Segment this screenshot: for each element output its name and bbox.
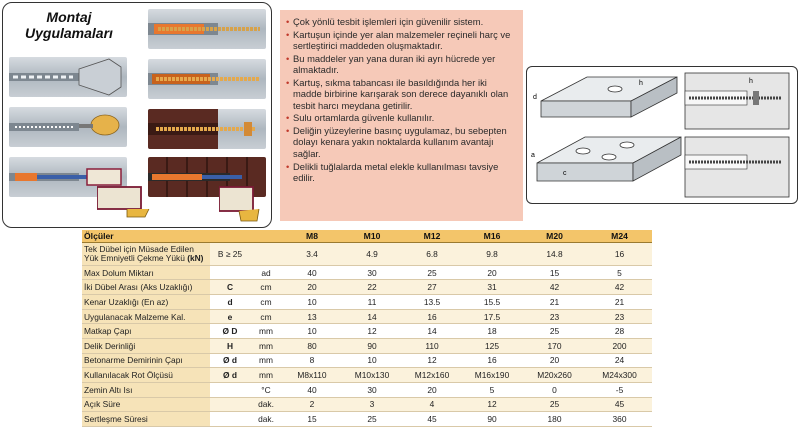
row-symbol [210, 412, 250, 427]
table-cell: 16 [587, 243, 652, 266]
row-symbol [210, 265, 250, 280]
table-cell: 24 [587, 353, 652, 368]
row-unit: °C [250, 382, 282, 397]
table-header-row [82, 230, 652, 243]
table-cell: 25 [522, 397, 587, 412]
table-cell: 21 [587, 295, 652, 310]
dimension-diagram [526, 66, 798, 204]
table-cell: M20x260 [522, 368, 587, 383]
table-cell: 27 [402, 280, 462, 295]
table-cell: 90 [342, 339, 402, 354]
table-cell: 23 [522, 309, 587, 324]
table-cell: 3 [342, 397, 402, 412]
row-symbol: H [210, 339, 250, 354]
table-cell: 16 [402, 309, 462, 324]
col-header: M10 [342, 230, 402, 243]
row-label-text: Sertleşme Süresi [84, 414, 148, 425]
label-a-text: a [531, 152, 535, 159]
row-unit: dak. [250, 397, 282, 412]
row-label-text: Matkap Çapı [84, 326, 132, 337]
table-cell: 90 [462, 412, 522, 427]
row-unit: mm [250, 368, 282, 383]
table-cell: 20 [462, 265, 522, 280]
table-cell: 4 [402, 397, 462, 412]
info-bullet: • Bu maddeler yan yana duran iki ayrı hücrede yer almaktadır. [286, 53, 517, 76]
blow-out-step [9, 107, 127, 147]
col-header: M16 [462, 230, 522, 243]
row-label-text: Betonarme Demirinin Çapı [84, 355, 183, 366]
row-label [82, 339, 210, 354]
table-cell: 25 [522, 324, 587, 339]
row-unit: ad [250, 265, 282, 280]
row-symbol: C [210, 280, 250, 295]
table-cell: M12x160 [402, 368, 462, 383]
table-cell: 42 [522, 280, 587, 295]
row-label-text: Delik Derinliği [84, 340, 136, 351]
label-h-text: h [639, 80, 643, 87]
table-cell: 15 [282, 412, 342, 427]
table-row [82, 324, 652, 339]
row-unit: mm [250, 324, 282, 339]
info-bullet: • Kartuş, sıkma tabancası ile basıldığında her iki madde birbirine karışarak son derece dayanıklı olan tesbit harcı meydana getirilir. [286, 77, 517, 111]
table-cell: 40 [282, 265, 342, 280]
table-cell: 21 [522, 295, 587, 310]
table-cell: 14 [402, 324, 462, 339]
table-cell: 4.9 [342, 243, 402, 266]
info-bullet: • Deliğin yüzeylerine basınç uygulamaz, bu sebepten dolayı kenara yakın noktalarda kullanım avantajı sağlar. [286, 125, 517, 159]
table-cell: 2 [282, 397, 342, 412]
table-cell: M16x190 [462, 368, 522, 383]
table-cell: 18 [462, 324, 522, 339]
table-cell: 11 [342, 295, 402, 310]
cured-rod-step [148, 109, 266, 149]
table-cell: M10x130 [342, 368, 402, 383]
info-bullet: • Çok yönlü tesbit işlemleri için güvenilir sistem. [286, 16, 517, 27]
table-cell: 28 [587, 324, 652, 339]
blow-pump-icon [9, 107, 127, 147]
label-d-text: d [533, 94, 537, 101]
table-cell: 13 [282, 309, 342, 324]
table-cell: 10 [282, 324, 342, 339]
table-cell: 42 [587, 280, 652, 295]
table-row [82, 309, 652, 324]
cured-anchor-step [148, 59, 266, 99]
row-label-text: Tek Dübel için Müsade Edilen Yük Emniyetli Çekme Yükü [84, 243, 194, 263]
table-cell: 10 [282, 295, 342, 310]
table-cell: 6.8 [402, 243, 462, 266]
row-unit: cm [250, 295, 282, 310]
table-cell: 16 [462, 353, 522, 368]
table-row [82, 339, 652, 354]
anchor-icon [148, 59, 266, 99]
table-row [82, 397, 652, 412]
table-cell: 15 [522, 265, 587, 280]
row-unit [250, 243, 282, 266]
info-bullet: • Sulu ortamlarda güvenle kullanılır. [286, 112, 517, 123]
row-symbol: Ø D [210, 324, 250, 339]
table-cell: 30 [342, 382, 402, 397]
row-label-text: Kullanılacak Rot Ölçüsü [84, 370, 173, 381]
col-header: M8 [282, 230, 342, 243]
table-cell: 20 [402, 382, 462, 397]
specs-table [82, 230, 652, 427]
table-cell: 14 [342, 309, 402, 324]
col-header: M12 [402, 230, 462, 243]
row-label-text: Kenar Uzaklığı (En az) [84, 296, 169, 307]
table-cell: 31 [462, 280, 522, 295]
row-label [82, 280, 210, 295]
table-row [82, 243, 652, 266]
row-unit: cm [250, 309, 282, 324]
row-unit: mm [250, 339, 282, 354]
label-c-text: c [563, 170, 567, 177]
table-cell: 80 [282, 339, 342, 354]
table-row [82, 368, 652, 383]
row-symbol: Ø d [210, 353, 250, 368]
row-label-text: İki Dübel Arası (Aks Uzaklığı) [84, 282, 193, 293]
table-cell: 13.5 [402, 295, 462, 310]
row-symbol: Ø d [210, 368, 250, 383]
table-cell: 40 [282, 382, 342, 397]
table-row [82, 382, 652, 397]
info-bullet: • Kartuşun içinde yer alan malzemeler reçineli harç ve sertleştirici maddeden oluşmaktadır. [286, 29, 517, 52]
row-label [82, 353, 210, 368]
row-unit: mm [250, 353, 282, 368]
row-label [82, 397, 210, 412]
row-unit: dak. [250, 412, 282, 427]
table-cell: 45 [402, 412, 462, 427]
table-cell: 15.5 [462, 295, 522, 310]
row-label-text: Max Dolum Miktarı [84, 267, 154, 278]
table-cell: 25 [402, 265, 462, 280]
row-label [82, 368, 210, 383]
table-cell: 10 [342, 353, 402, 368]
table-cell: 25 [342, 412, 402, 427]
nut-icon [148, 109, 266, 149]
table-cell: 22 [342, 280, 402, 295]
table-cell: 23 [587, 309, 652, 324]
table-cell: 9.8 [462, 243, 522, 266]
row-symbol: B ≥ 25 [210, 243, 250, 266]
row-label [82, 309, 210, 324]
row-label [82, 382, 210, 397]
info-panel [280, 10, 523, 221]
table-cell: -5 [587, 382, 652, 397]
row-label [82, 412, 210, 427]
row-label [82, 324, 210, 339]
row-label-text: Uygulanacak Malzeme Kal. [84, 311, 186, 322]
montaj-title [25, 9, 113, 41]
threaded-rod-icon [148, 9, 266, 49]
row-symbol: d [210, 295, 250, 310]
info-bullet: • Delikli tuğlalarda metal elekle kullanılması tavsiye edilir. [286, 161, 517, 184]
table-cell: 20 [522, 353, 587, 368]
table-cell: M24x300 [587, 368, 652, 383]
row-symbol [210, 382, 250, 397]
dimension-drawing [527, 67, 796, 202]
table-body [82, 243, 652, 427]
montaj-title-line1: Montaj [46, 9, 92, 25]
col-header: M24 [587, 230, 652, 243]
col-header: M20 [522, 230, 587, 243]
gun-handle-icon-2 [219, 185, 275, 225]
table-cell: 110 [402, 339, 462, 354]
table-cell: 5 [462, 382, 522, 397]
montaj-panel [2, 2, 272, 228]
drill-icon [9, 57, 127, 97]
table-cell: 20 [282, 280, 342, 295]
table-cell: 180 [522, 412, 587, 427]
table-cell: M8x110 [282, 368, 342, 383]
table-cell: 14.8 [522, 243, 587, 266]
table-cell: 45 [587, 397, 652, 412]
table-row [82, 353, 652, 368]
table-cell: 30 [342, 265, 402, 280]
insert-rod-step [148, 9, 266, 49]
table-cell: 360 [587, 412, 652, 427]
drill-hole-step [9, 57, 127, 97]
table-cell: 200 [587, 339, 652, 354]
row-label-unit: (kN) [187, 252, 204, 263]
table-cell: 3.4 [282, 243, 342, 266]
row-label [82, 265, 210, 280]
table-row [82, 265, 652, 280]
row-label-text: Zemin Altı Isı [84, 384, 133, 395]
table-row [82, 412, 652, 427]
row-unit: cm [250, 280, 282, 295]
row-label [82, 295, 210, 310]
table-title: Ölçüler [82, 230, 282, 243]
table-cell: 12 [342, 324, 402, 339]
label-h-big-text: h [749, 78, 753, 85]
row-label-text: Açık Süre [84, 399, 121, 410]
table-row [82, 280, 652, 295]
table-cell: 8 [282, 353, 342, 368]
table-cell: 170 [522, 339, 587, 354]
table-cell: 12 [402, 353, 462, 368]
table-cell: 125 [462, 339, 522, 354]
table-cell: 12 [462, 397, 522, 412]
row-symbol [210, 397, 250, 412]
info-bullet-list [286, 16, 517, 183]
row-label [82, 243, 210, 266]
table-cell: 0 [522, 382, 587, 397]
table-row [82, 295, 652, 310]
table-cell: 17.5 [462, 309, 522, 324]
row-symbol: e [210, 309, 250, 324]
montaj-title-line2: Uygulamaları [25, 25, 113, 41]
table-cell: 5 [587, 265, 652, 280]
